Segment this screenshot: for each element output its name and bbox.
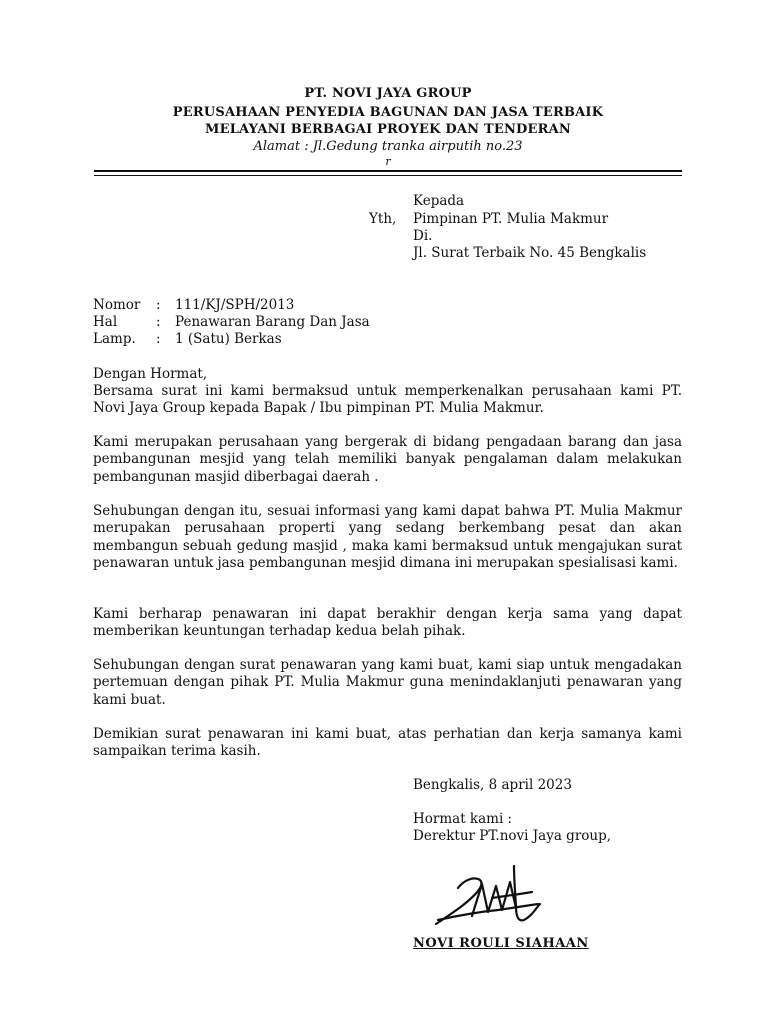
recipient-line-2: Di. [413,228,433,244]
meta-value-hal: Penawaran Barang Dan Jasa [175,314,370,330]
company-tagline-2: MELAYANI BERBAGAI PROYEK DAN TENDERAN [205,122,571,137]
header-rule-thick [94,170,682,172]
greeting: Dengan Hormat, [93,366,208,382]
recipient-kepada: Kepada [413,193,465,209]
body-paragraph-1: Bersama surat ini kami bermaksud untuk memperkenalkan perusahaan kami PT. Novi Jaya Group kepada Bapak / Ibu pimpinan PT. Mulia Makmur. [93,383,682,417]
recipient-line-3: Jl. Surat Terbaik No. 45 Bengkalis [413,245,647,261]
recipient-line-1: Pimpinan PT. Mulia Makmur [413,211,609,227]
meta-sep-lamp: : [156,331,161,347]
body-paragraph-3: Sehubungan dengan itu, sesuai informasi yang kami dapat bahwa PT. Mulia Makmur merupakan perusahaan properti yang sedang berkembang pesat dan akan membangun sebuah gedung masjid , maka kami bermaksud untuk mengajukan surat penawaran untuk jasa pembangunan mesjid dimana ini merupakan spesialisasi kami. [93,503,682,571]
body-paragraph-2: Kami merupakan perusahaan yang bergerak di bidang pengadaan barang dan jasa pembangunan mesjid yang telah memiliki banyak pengalaman dalam melakukan pembangunan masjid diberbagai daerah . [93,434,682,485]
company-name: PT. NOVI JAYA GROUP [304,86,472,101]
meta-sep-nomor: : [156,297,161,313]
stray-mark: r [385,155,391,168]
signatory-name: NOVI ROULI SIAHAAN [413,936,589,951]
recipient-yth: Yth, [369,211,397,227]
header-rule-thin [94,175,682,176]
meta-value-lamp: 1 (Satu) Berkas [175,331,282,347]
meta-label-lamp: Lamp. [93,331,136,347]
place-date: Bengkalis, 8 april 2023 [413,777,572,793]
meta-sep-hal: : [156,314,161,330]
company-tagline-1: PERUSAHAAN PENYEDIA BAGUNAN DAN JASA TERBAIK [172,105,604,120]
meta-label-hal: Hal [93,314,118,330]
body-paragraph-4: Kami berharap penawaran ini dapat berakhir dengan kerja sama yang dapat memberikan keuntungan terhadap kedua belah pihak. [93,606,682,640]
handwritten-signature [428,858,568,936]
regards: Hormat kami : [413,811,513,827]
meta-value-nomor: 111/KJ/SPH/2013 [175,297,295,313]
meta-label-nomor: Nomor [93,297,141,313]
body-paragraph-5: Sehubungan dengan surat penawaran yang kami buat, kami siap untuk mengadakan pertemuan dengan pihak PT. Mulia Makmur guna menindaklanjuti penawaran yang kami buat. [93,657,682,708]
signatory-position: Derektur PT.novi Jaya group, [413,828,612,844]
company-address: Alamat : Jl.Gedung tranka airputih no.23 [253,139,523,154]
body-paragraph-6: Demikian surat penawaran ini kami buat, atas perhatian dan kerja samanya kami sampaikan terima kasih. [93,726,682,760]
